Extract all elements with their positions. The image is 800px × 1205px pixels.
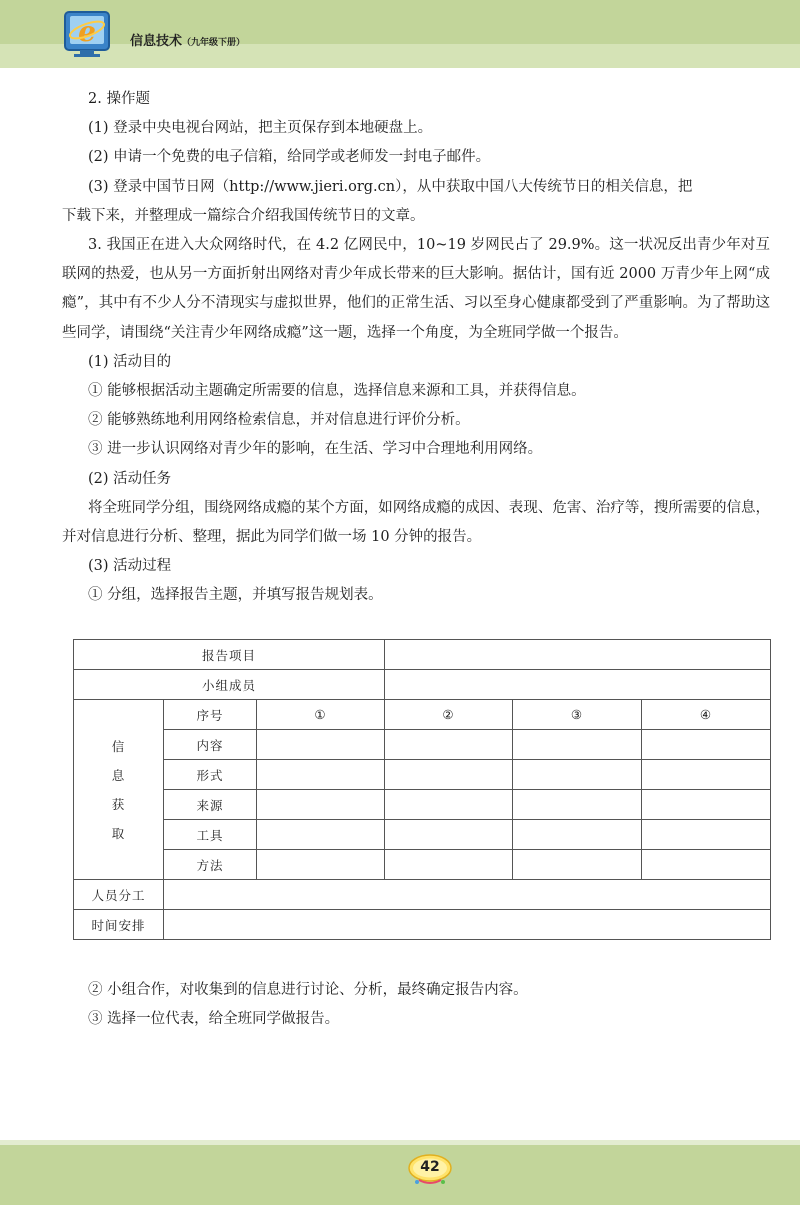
table-cell [642,820,771,850]
group-members-label: 小组成员 [74,670,385,700]
page-content [62,85,770,610]
table-row [74,760,771,790]
table-cell [642,760,771,790]
staff-cell [164,880,771,910]
table-cell [385,790,513,820]
group-members-cell [385,670,771,700]
table-cell [642,790,771,820]
task-heading: (2) 活动任务 [88,470,172,487]
header-stripe [0,44,800,68]
table-row [74,850,771,880]
column-header: ① [257,700,385,730]
column-header: ② [385,700,513,730]
q2-item-1: (1) 登录中央电视台网站，把主页保存到本地硬盘上。 [88,120,433,137]
schedule-cell [164,910,771,940]
report-plan-table [73,639,771,940]
book-title-sub: （九年级下册） [182,38,246,48]
staff-label: 人员分工 [74,880,164,910]
row-label-method: 方法 [164,850,257,880]
page-number: 42 [420,1159,440,1175]
table-row [74,910,771,940]
q3-paragraph: 3. 我国正在进入大众网络时代，在 4.2 亿网民中，10~19 岁网民占了 29.9%。这一状况反出青少年对互联网的热爱，也从另一方面折射出网络对青少年成长带来的巨大影响。据估计，国有近 2000 万青少年上网“成瘾”，其中有不少人分不清现实与虚拟世界，他们的正常生活、习以至身心健康都受到了严重影响。为了帮助这些同学，请围绕“关注青少年网络成瘾”这一题，选择一个角度，为全班同学做一个报告。 [62,236,770,341]
table-cell [642,730,771,760]
column-header: ④ [642,700,771,730]
goal-item-3: ③ 进一步认识网络对青少年的影响，在生活、学习中合理地利用网络。 [88,441,543,458]
page-badge [407,1153,453,1187]
table-cell [385,820,513,850]
task-paragraph: 将全班同学分组，围绕网络成瘾的某个方面，如网络成瘾的成因、表现、危害、治疗等，搜所需要的信息，并对信息进行分析、整理，据此为同学们做一场 10 分钟的报告。 [62,499,770,545]
table-cell [385,850,513,880]
row-label-content: 内容 [164,730,257,760]
book-title [130,30,245,49]
table-row [74,670,771,700]
process-step-2: ② 小组合作，对收集到的信息进行讨论、分析，最终确定报告内容。 [88,982,528,998]
table-cell [257,790,385,820]
table-cell [257,730,385,760]
table-row [74,640,771,670]
table-cell [513,850,642,880]
svg-text:e: e [78,15,96,48]
report-item-label: 报告项目 [74,640,385,670]
table-row [74,820,771,850]
table-cell [385,730,513,760]
row-label-seq: 序号 [164,700,257,730]
internet-explorer-e-icon [62,8,114,60]
goal-heading: (1) 活动目的 [88,353,172,370]
table-cell [513,820,642,850]
row-label-tool: 工具 [164,820,257,850]
column-header: ③ [513,700,642,730]
table-row [74,730,771,760]
q2-item-3-cont: 下载下来，并整理成一篇综合介绍我国传统节日的文章。 [62,207,425,224]
process-step-1: ① 分组，选择报告主题，并填写报告规划表。 [88,587,383,604]
info-label-char: 获 [111,796,126,812]
goal-item-2: ② 能够熟练地利用网络检索信息，并对信息进行评价分析。 [88,412,470,429]
schedule-label: 时间安排 [74,910,164,940]
row-label-form: 形式 [164,760,257,790]
q2-item-2: (2) 申请一个免费的电子信箱，给同学或老师发一封电子邮件。 [88,149,491,166]
q2-heading: 2. 操作题 [88,91,150,107]
table-row [74,790,771,820]
info-label-char: 息 [111,767,126,783]
table-cell [385,760,513,790]
process-step-3: ③ 选择一位代表，给全班同学做报告。 [88,1011,340,1028]
table-cell [513,790,642,820]
table-cell [642,850,771,880]
q2-item-3: (3) 登录中国节日网（http://www.jieri.org.cn），从中获取中国八大传统节日的相关信息，把 [88,178,693,195]
report-item-cell [385,640,771,670]
table-cell [513,760,642,790]
book-title-main: 信息技术 [130,34,183,49]
info-acquisition-label [74,700,164,880]
table-cell [257,850,385,880]
table-cell [257,760,385,790]
table-row [74,700,771,730]
info-label-char: 取 [111,825,126,841]
table-cell [257,820,385,850]
info-label-char: 信 [111,738,126,754]
goal-item-1: ① 能够根据活动主题确定所需要的信息，选择信息来源和工具，并获得信息。 [88,382,586,399]
process-heading: (3) 活动过程 [88,558,172,575]
after-table-text [62,976,770,1034]
table-cell [513,730,642,760]
row-label-source: 来源 [164,790,257,820]
footer-band [0,1145,800,1205]
table-row [74,880,771,910]
